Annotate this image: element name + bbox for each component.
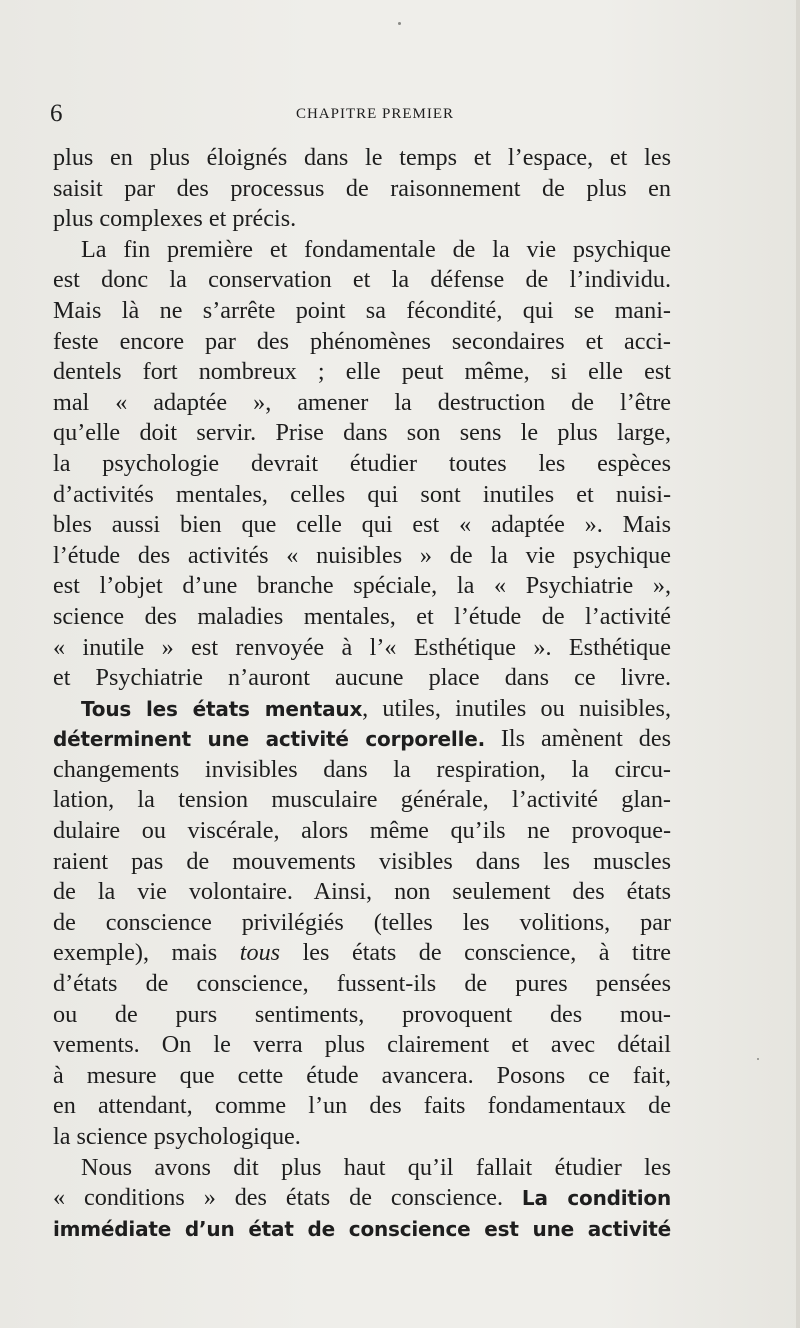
text-line: changements invisibles dans la respiration, la circu- [53,755,671,783]
text-line: mal « adaptée », amener la destruction de l’être [53,388,671,416]
text-line: en attendant, comme l’un des faits fondamentaux de [53,1092,671,1120]
paper-speck [398,22,401,25]
text-line: saisit par des processus de raisonnement de plus en [53,174,671,202]
paragraph-first-line: Nous avons dit plus haut qu’il fallait étudier les [81,1153,671,1181]
bold-phrase: immédiate d’un état de conscience est une activité [53,1216,671,1241]
text-line: « conditions » des états de conscience. La condition [53,1184,671,1212]
text-line: à mesure que cette étude avancera. Posons ce fait, [53,1061,671,1089]
text-line: dulaire ou viscérale, alors même qu’ils ne provoque- [53,817,671,845]
text-line: Mais là ne s’arrête point sa fécondité, qui se mani- [53,296,671,324]
page-edge [796,0,800,1328]
text-line: la psychologie devrait étudier toutes les espèces [53,449,671,477]
text-line: science des maladies mentales, et l’étude de l’activité [53,602,671,630]
bold-phrase: déterminent une activité corporelle. [53,727,485,752]
text-line: déterminent une activité corporelle. Ils amènent des [53,725,671,753]
text-line: plus complexes et précis. [53,205,297,233]
text-line: plus en plus éloignés dans le temps et l’espace, et les [53,144,671,171]
page-number: 6 [50,100,63,127]
italic-word: tous [239,939,281,967]
paragraph-first-line: La fin première et fondamentale de la vie psychique [81,235,671,263]
bold-phrase: Tous les états mentaux [81,696,363,721]
text-line: est donc la conservation et la défense de l’individu. [53,266,671,294]
text-line: de la vie volontaire. Ainsi, non seulement des états [53,878,671,906]
text-line: qu’elle doit servir. Prise dans son sens le plus large, [53,419,671,447]
page-header [50,96,670,132]
text-line: lation, la tension musculaire générale, l’activité glan- [53,786,671,814]
text-line: feste encore par des phénomènes secondaires et acci- [53,327,671,355]
text-line: vements. On le verra plus clairement et avec détail [53,1031,671,1059]
text-line: dentels fort nombreux ; elle peut même, si elle est [53,358,671,386]
text-line [53,1214,671,1245]
text-line: et Psychiatrie n’auront aucune place dans ce livre. [53,664,671,692]
text-line: de conscience privilégiés (telles les volitions, par [53,908,671,936]
text-line: « inutile » est renvoyée à l’« Esthétique ». Esthétique [53,633,671,661]
text-line: est l’objet d’une branche spéciale, la « Psychiatrie », [53,572,671,600]
text-line: exemple), mais tous les états de conscience, à titre [53,939,671,967]
paragraph-first-line: Tous les états mentaux, utiles, inutiles ou nuisibles, [81,694,671,722]
text-line: bles aussi bien que celle qui est « adaptée ». Mais [53,511,671,539]
text-line: l’étude des activités « nuisibles » de la vie psychique [53,541,671,569]
text-line: raient pas de mouvements visibles dans les muscles [53,847,671,875]
text-line: la science psychologique. [53,1123,301,1150]
running-head: CHAPITRE PREMIER [295,106,455,122]
text-line: ou de purs sentiments, provoquent des mou- [53,1000,671,1028]
bold-phrase: La condition [521,1186,671,1211]
body-text [53,143,671,1244]
text-line: d’états de conscience, fussent-ils de pures pensées [53,970,671,998]
paper-speck [757,1058,759,1060]
text-line: d’activités mentales, celles qui sont inutiles et nuisi- [53,480,671,508]
